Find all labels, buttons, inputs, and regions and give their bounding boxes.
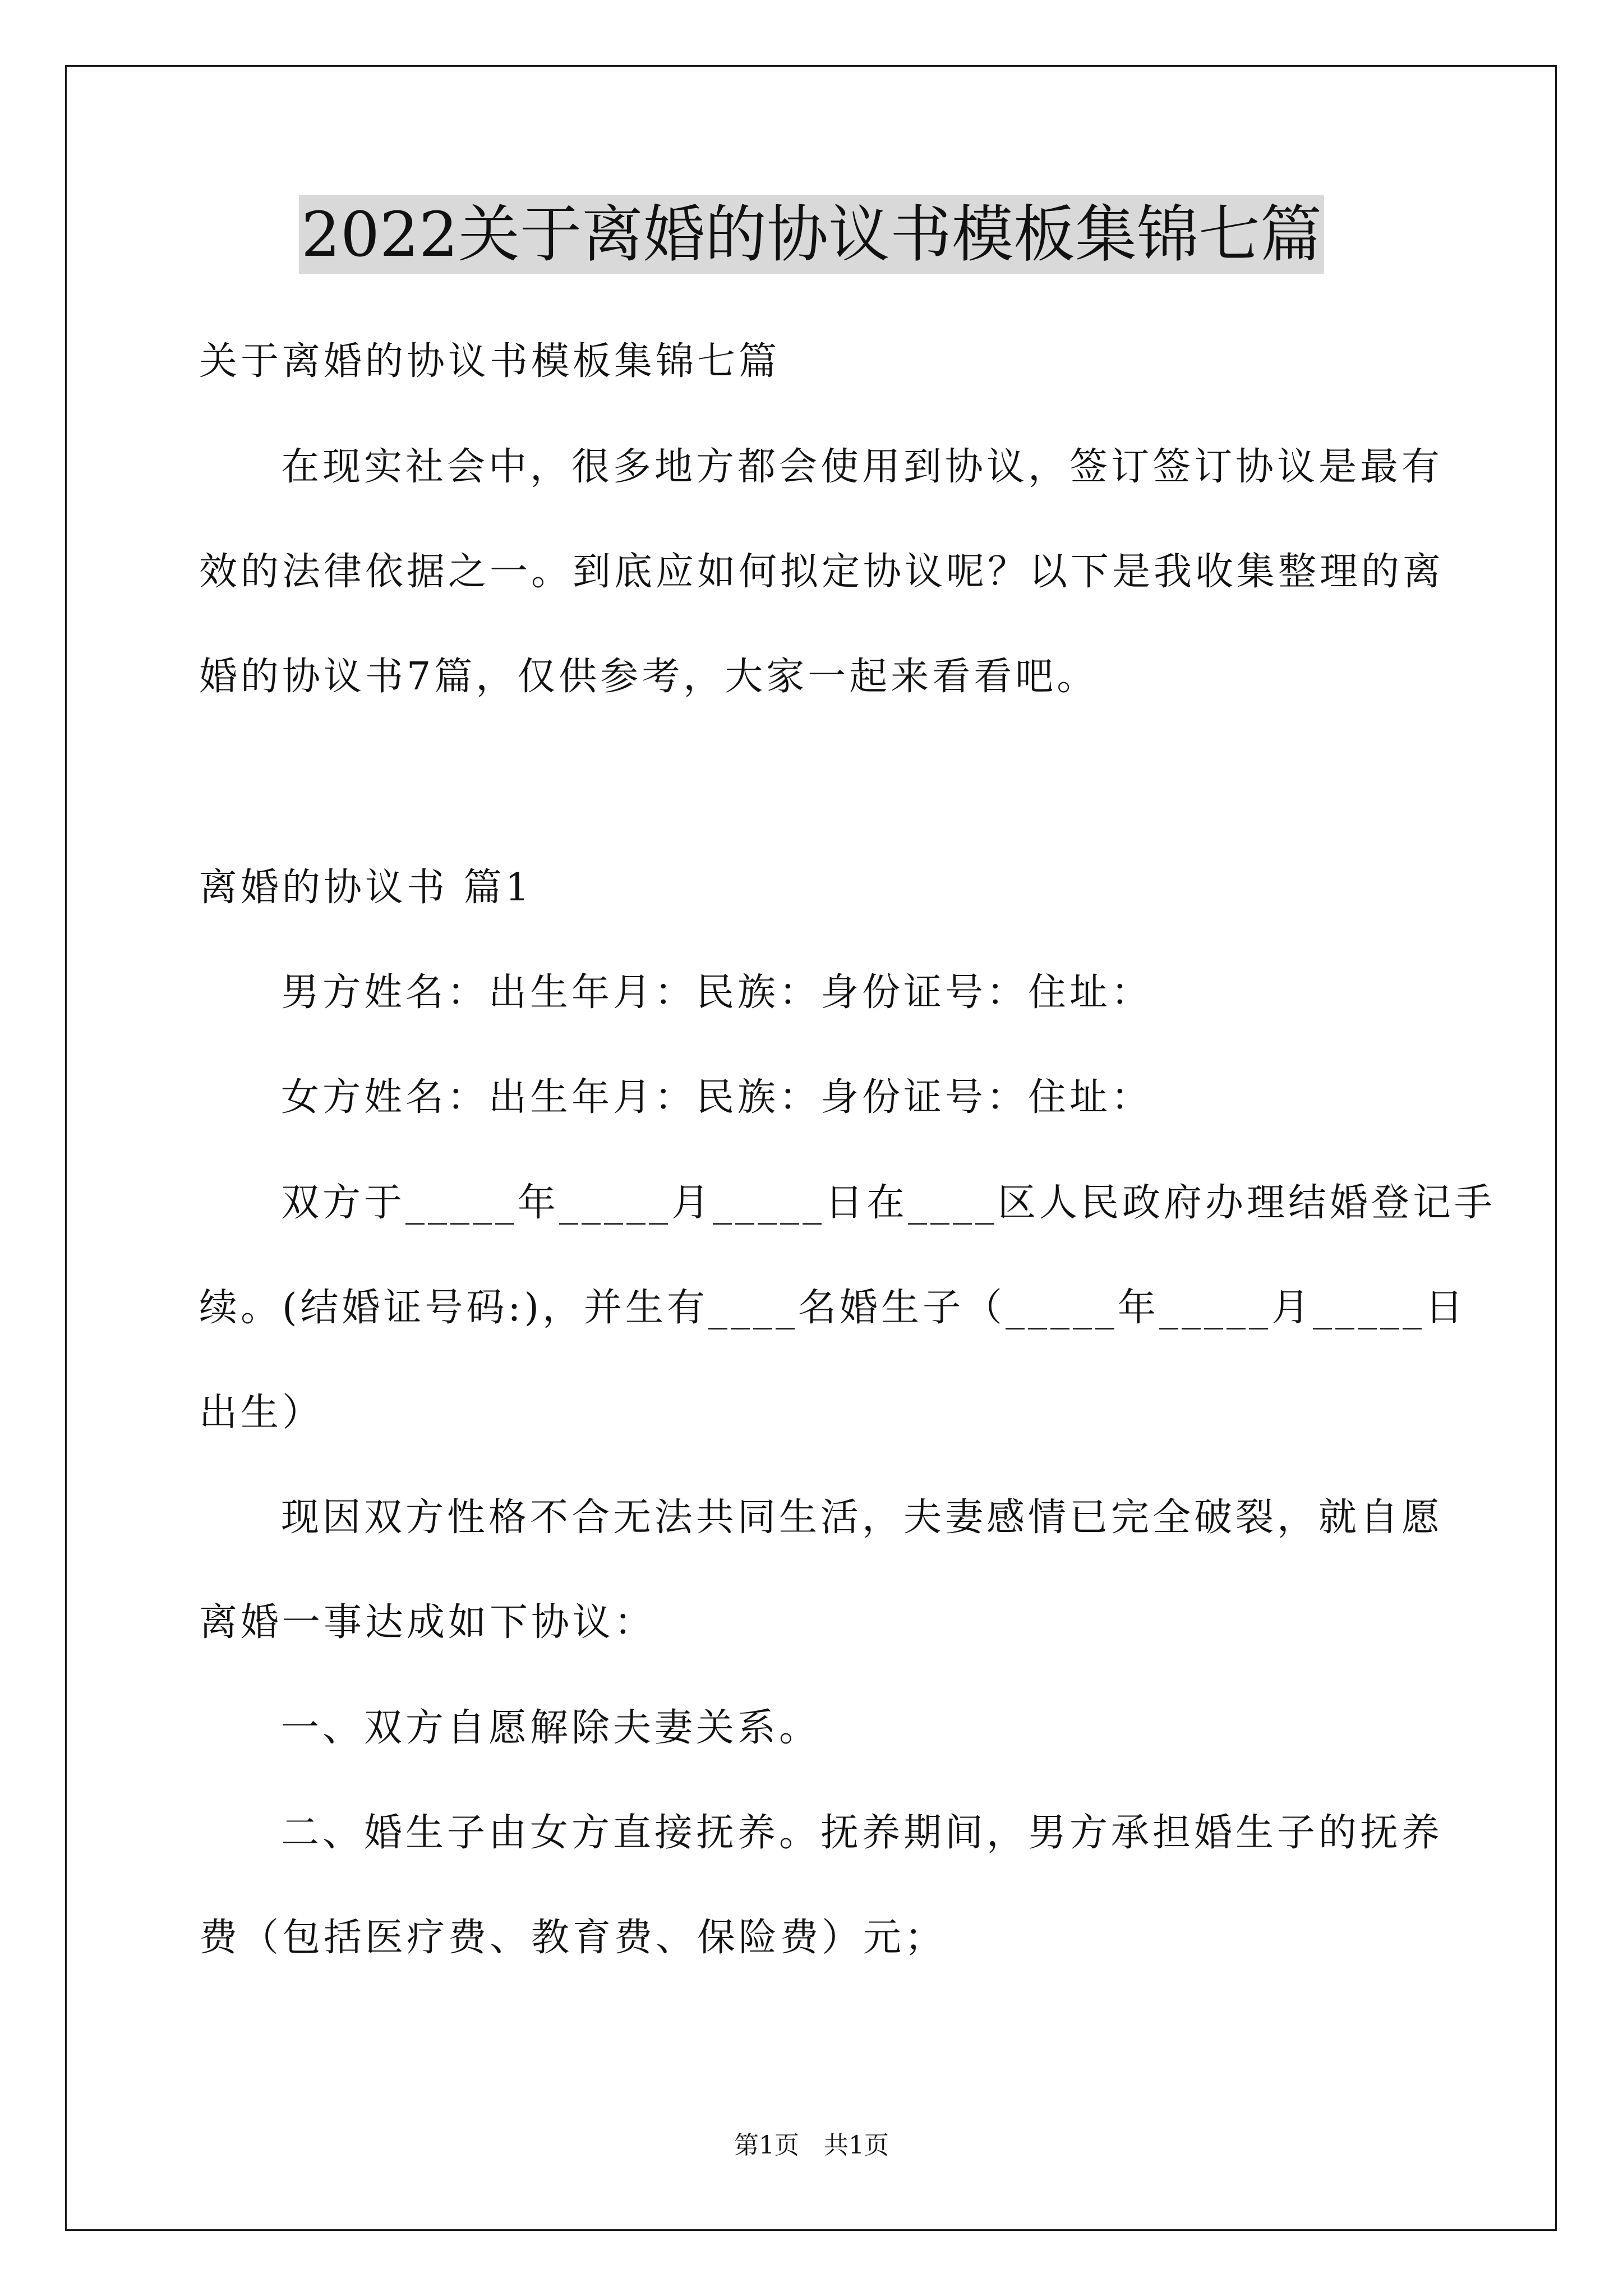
document-title: 2022关于离婚的协议书模板集锦七篇: [299, 195, 1324, 274]
clause-one: 一、双方自愿解除夫妻关系。: [281, 1706, 821, 1750]
page-border: [65, 65, 1557, 2231]
reason-paragraph-line-2: 离婚一事达成如下协议：: [199, 1600, 656, 1645]
marriage-registration-line-1: 双方于_____年_____月_____日在____区人民政府办理结婚登记手: [281, 1181, 1496, 1225]
marriage-registration-line-2: 续。(结婚证号码:)，并生有____名婚生子（_____年_____月_____日: [199, 1286, 1467, 1330]
male-info-line: 男方姓名：出生年月：民族：身份证号：住址：: [281, 970, 1153, 1015]
title-container: [0, 195, 1623, 274]
clause-two-line-2: 费（包括医疗费、教育费、保险费）元；: [199, 1916, 947, 1960]
female-info-line: 女方姓名：出生年月：民族：身份证号：住址：: [281, 1075, 1153, 1120]
page-footer: 第1页 共1页: [734, 2131, 889, 2160]
intro-paragraph-line-1: 在现实社会中，很多地方都会使用到协议，签订签订协议是最有: [281, 445, 1444, 489]
clause-two-line-1: 二、婚生子由女方直接抚养。抚养期间，男方承担婚生子的抚养: [281, 1811, 1444, 1855]
section-heading: 离婚的协议书 篇1: [199, 866, 533, 910]
intro-paragraph-line-3: 婚的协议书7篇，仅供参考，大家一起来看看吧。: [199, 655, 1099, 699]
marriage-registration-line-3: 出生）: [199, 1391, 324, 1435]
subtitle-line: 关于离婚的协议书模板集锦七篇: [199, 339, 781, 384]
reason-paragraph-line-1: 现因双方性格不合无法共同生活，夫妻感情已完全破裂，就自愿: [281, 1496, 1444, 1540]
intro-paragraph-line-2: 效的法律依据之一。到底应如何拟定协议呢？以下是我收集整理的离: [199, 550, 1445, 594]
